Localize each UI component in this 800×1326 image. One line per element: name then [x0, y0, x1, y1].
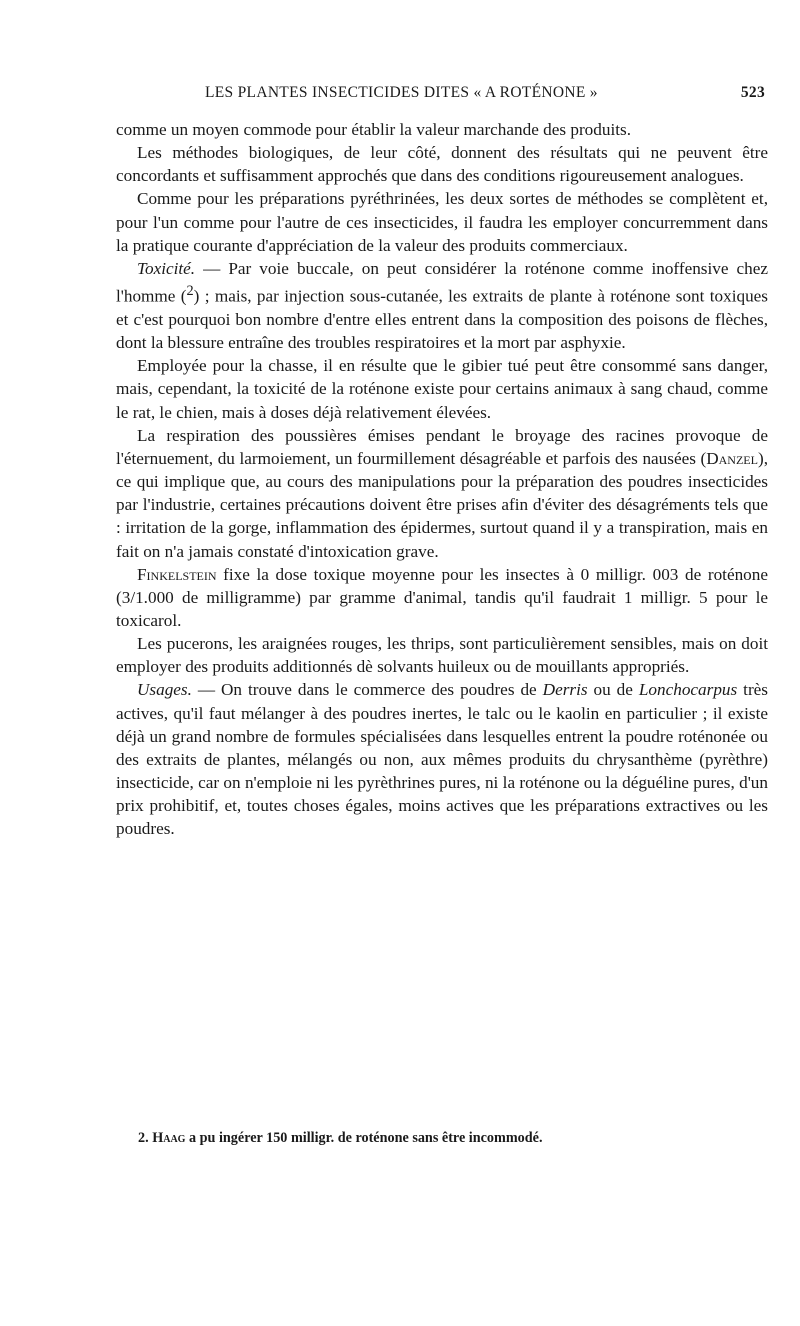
footnote — [138, 1130, 778, 1147]
footnote-number: 2. — [138, 1130, 149, 1146]
body-text — [116, 118, 768, 841]
toxicity-text-a: — Par voie buccale, on peut considérer la roténone comme inoffensive chez l'homme ( — [116, 258, 768, 306]
uses-text-b: ou de — [587, 680, 639, 700]
paragraph-toxic-dose — [116, 563, 768, 632]
section-heading-toxicity: Toxicité. — [137, 258, 196, 278]
dose-text: fixe la dose toxique moyenne pour les insectes à 0 milligr. 003 de roténone (3/1.000 de milligramme) par gramme d'animal, tandis qu'il faudrait 1 milligr. 5 pour le toxicarol. — [116, 564, 768, 631]
genus-lonchocarpus: Lonchocarpus — [638, 680, 738, 700]
author-haag: Haag — [152, 1130, 186, 1146]
paragraph-continuation: comme un moyen commode pour établir la valeur marchande des produits. — [116, 120, 631, 139]
footnote-text: a pu ingérer 150 milligr. de roténone sans être incommodé. — [185, 1130, 543, 1146]
paragraph-sensitive-pests: Les pucerons, les araignées rouges, les thrips, sont particulièrement sensibles, mais on doit employer des produits additionnés dè solvants huileux ou de mouillants appropriés. — [116, 634, 768, 677]
footnote-ref: 2 — [186, 283, 194, 300]
author-danzel: Danzel — [706, 448, 758, 468]
dust-text-b: ), ce qui implique que, au cours des manipulations pour la préparation des poudres insecticides par l'industrie, certaines précautions doivent être prises afin d'éviter des désagréments tels que : irritation de la gorge, inflammation des épidermes, surtout quand il y a transpiration, mais en fait on n'a jamais constaté d'intoxication grave. — [116, 448, 768, 561]
section-heading-uses: Usages. — [137, 680, 192, 700]
paragraph-biological-methods: Les méthodes biologiques, de leur côté, donnent des résultats qui ne peuvent être concordants et suffisamment approchés que dans des conditions rigoureusement analogues. — [116, 143, 768, 186]
genus-derris: Derris — [542, 680, 588, 700]
page-number: 523 — [740, 84, 765, 101]
paragraph-toxicity — [116, 257, 768, 354]
paragraph-uses — [116, 678, 768, 840]
uses-text-c: très actives, qu'il faut mélanger à des poudres inertes, le talc ou le kaolin en particulier ; il existe déjà un grand nombre de formules spécialisées dans lesquelles entrent la poudre roténonée ou des extraits de plantes, mélangés ou non, aux mêmes produits du chrysanthème (pyrèthre) insecticide, car on n'emploie ni les pyrèthrines pures, ni la roténone ou la déguéline pures, d'un prix prohibitif, et, toutes choses égales, moins actives que les préparations extractives ou les poudres. — [116, 680, 768, 839]
author-finkelstein: Finkelstein — [137, 564, 217, 584]
toxicity-text-b: ) ; mais, par injection sous-cutanée, les extraits de plante à roténone sont toxiques et c'est pourquoi bon nombre d'entre elles entrent dans la composition des poisons de flèches, dont la blessure entraîne des troubles respiratoires et la mort par asphyxie. — [116, 286, 768, 353]
paragraph-complementary-methods: Comme pour les préparations pyréthrinées, les deux sortes de méthodes se complètent et, pour l'un comme pour l'autre de ces insecticides, il faudra les employer concurremment dans la pratique courante d'appréciation de la valeur des produits commerciaux. — [116, 189, 768, 255]
uses-text-a: — On trouve dans le commerce des poudres de — [191, 680, 543, 700]
running-title: LES PLANTES INSECTICIDES DITES « A ROTÉNONE » — [205, 84, 598, 101]
paragraph-hunting: Employée pour la chasse, il en résulte que le gibier tué peut être consommé sans danger, mais, cependant, la toxicité de la roténone existe pour certains animaux à sang chaud, comme le rat, le chien, mais à doses déjà relativement élevées. — [116, 356, 768, 422]
dust-text-a: La respiration des poussières émises pendant le broyage des racines provoque de l'éternuement, du larmoiement, un fourmillement désagréable et parfois des nausées ( — [116, 425, 768, 468]
paragraph-dust-inhalation — [116, 424, 768, 563]
